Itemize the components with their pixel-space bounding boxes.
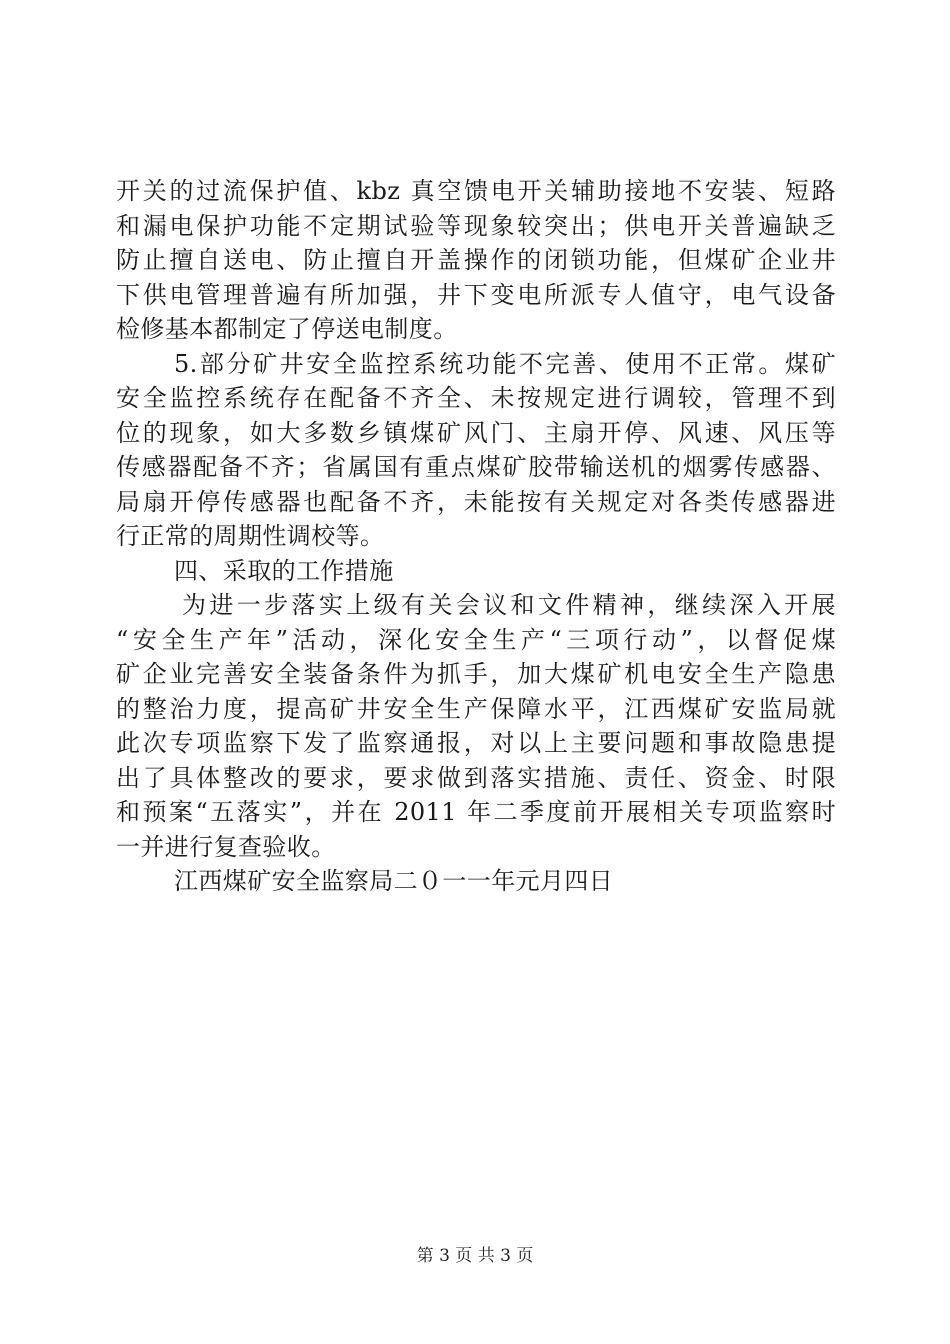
- text-line: 传感器配备不齐；省属国有重点煤矿胶带输送机的烟雾传感器、: [116, 453, 836, 481]
- text-line: “安全生产年”活动，深化安全生产“三项行动”，以督促煤: [116, 625, 836, 654]
- text-line: 和预案“五落实”，并在 2011 年二季度前开展相关专项监察时: [116, 798, 836, 826]
- text-line: 5.部分矿井安全监控系统功能不完善、使用不正常。煤矿: [174, 349, 836, 378]
- text-line: 和漏电保护功能不定期试验等现象较突出；供电开关普遍缺乏: [116, 211, 836, 240]
- text-line: 的整治力度，提高矿井安全生产保障水平，江西煤矿安监局就: [116, 694, 836, 723]
- text-line: 防止擅自送电、防止擅自开盖操作的闭锁功能，但煤矿企业井: [116, 246, 836, 274]
- text-line: 此次专项监察下发了监察通报，对以上主要问题和事故隐患提: [116, 729, 836, 757]
- text-line: 位的现象，如大多数乡镇煤矿风门、主扇开停、风速、风压等: [116, 418, 836, 447]
- text-line: 行正常的周期性调校等。: [116, 522, 385, 550]
- text-line: 局扇开停传感器也配备不齐，未能按有关规定对各类传感器进: [116, 487, 836, 516]
- text-line: 检修基本都制定了停送电制度。: [116, 315, 458, 343]
- text-line: 矿企业完善安全装备条件为抓手，加大煤矿机电安全生产隐患: [116, 660, 836, 688]
- signature-line: 江西煤矿安全监察局二０一一年元月四日: [174, 867, 614, 895]
- text-line: 下供电管理普遍有所加强，井下变电所派专人值守，电气设备: [116, 280, 836, 309]
- page-footer: 第 3 页 共 3 页: [416, 1246, 534, 1266]
- text-line: 一并进行复查验收。: [116, 832, 336, 861]
- document-body: [116, 174, 836, 899]
- text-line: 出了具体整改的要求，要求做到落实措施、责任、资金、时限: [116, 763, 836, 792]
- section-heading: 四、采取的工作措施: [174, 556, 394, 585]
- text-line: 为进一步落实上级有关会议和文件精神，继续深入开展: [182, 591, 836, 619]
- text-line: 安全监控系统存在配备不齐全、未按规定进行调较，管理不到: [116, 384, 836, 412]
- text-line: 开关的过流保护值、kbz 真空馈电开关辅助接地不安装、短路: [116, 177, 836, 205]
